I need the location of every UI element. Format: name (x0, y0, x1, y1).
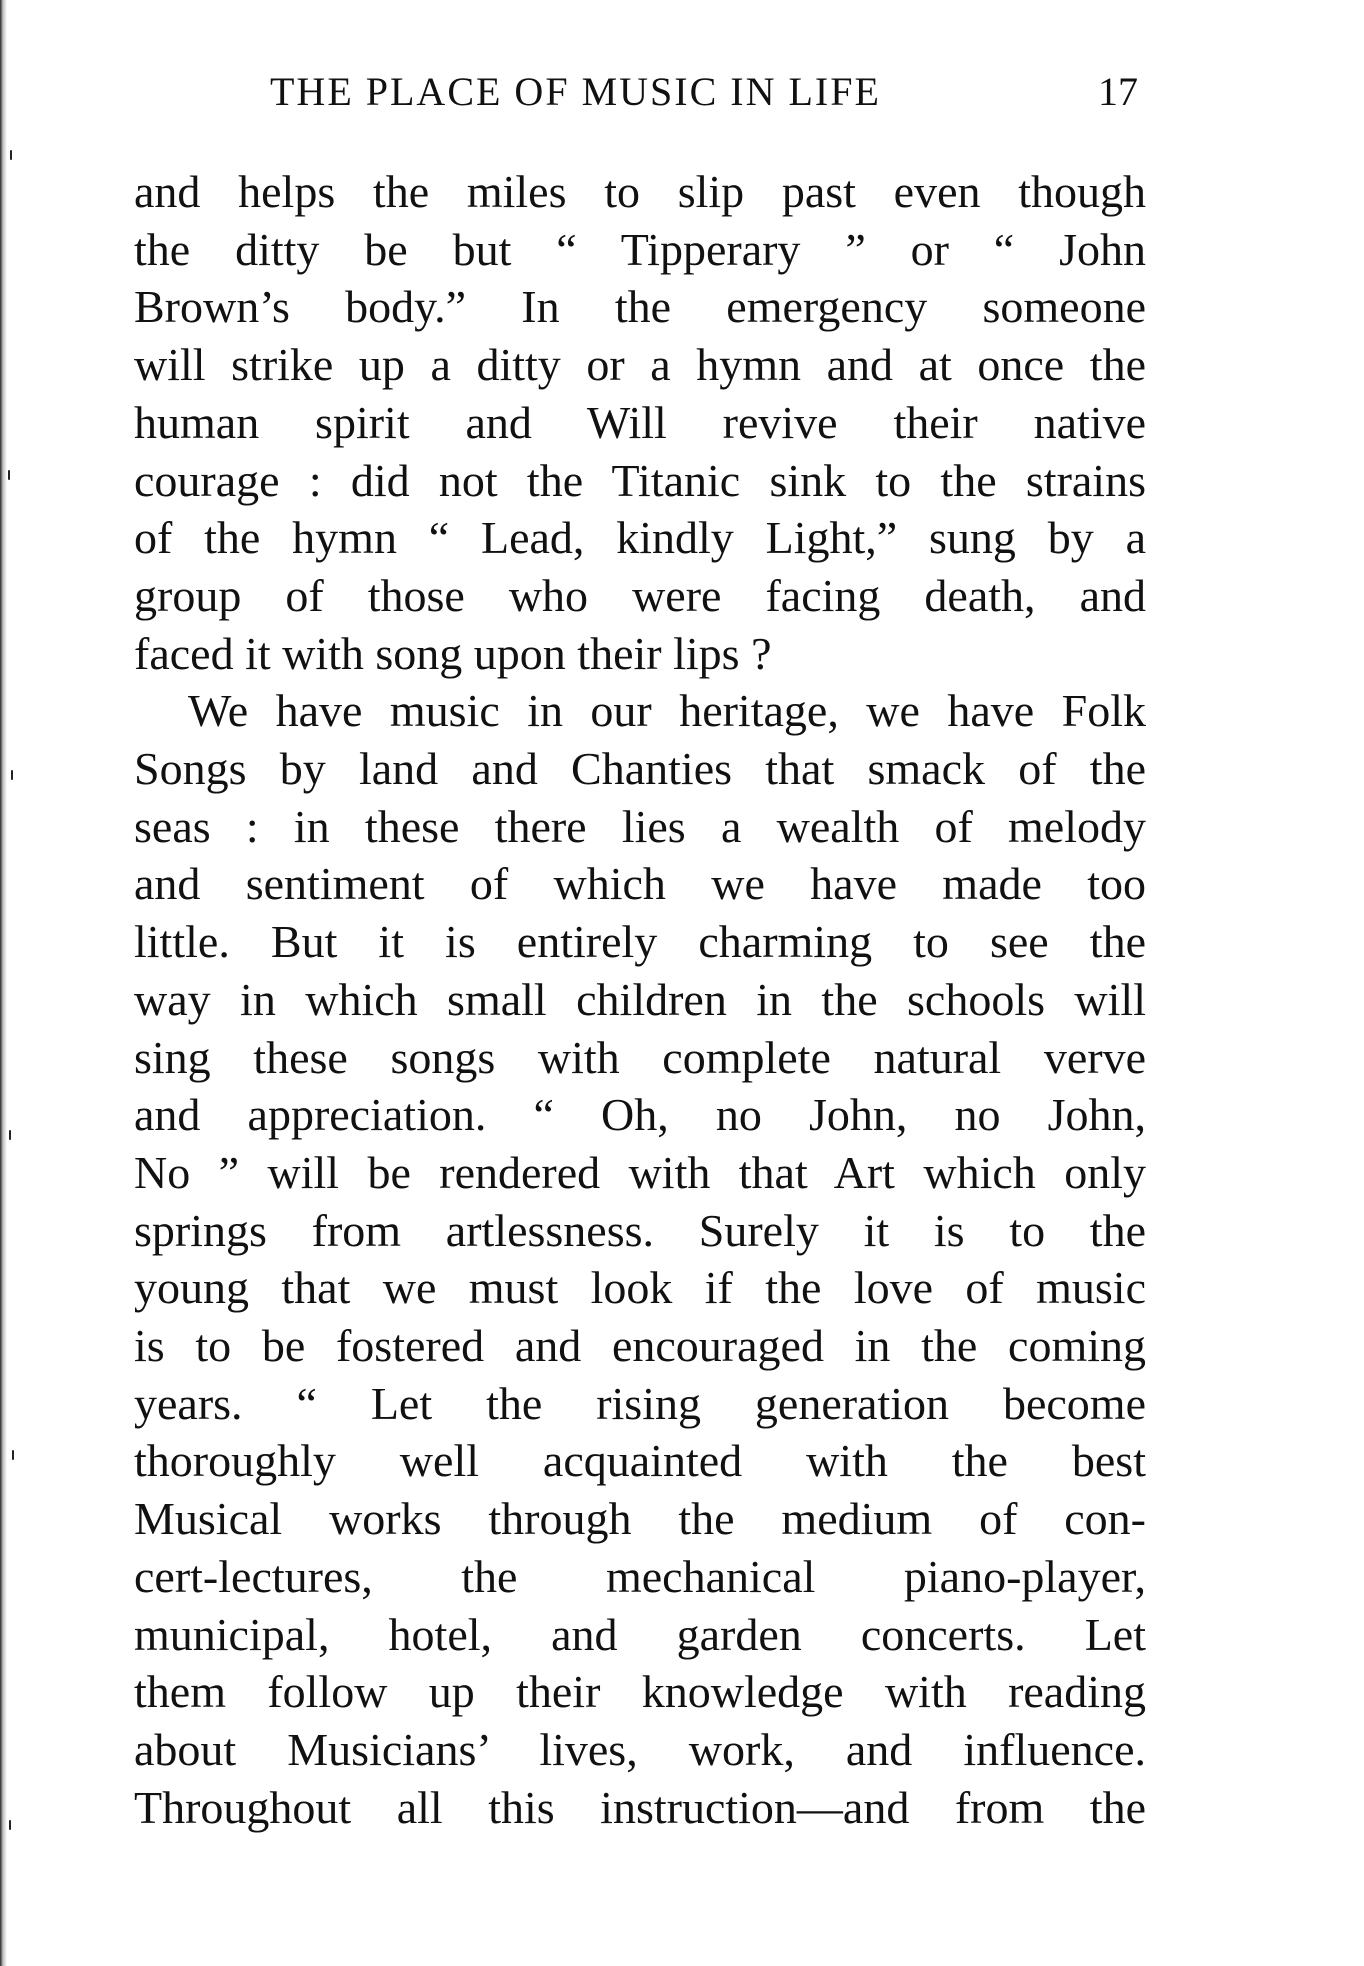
text-line: thoroughly well acquainted with the best (134, 1435, 1146, 1487)
running-head: THE PLACE OF MUSIC IN LIFE (270, 69, 881, 114)
text-line: of the hymn “ Lead, kindly Light,” sung by a (134, 512, 1146, 564)
text-line: group of those who were facing death, and (134, 569, 1146, 621)
page-number: 17 (1098, 69, 1138, 114)
text-line: about Musicians’ lives, work, and influence. (134, 1723, 1146, 1775)
edge-speck (10, 150, 12, 160)
text-line: years. “ Let the rising generation become (134, 1377, 1146, 1429)
text-line: faced it with song upon their lips ? (134, 627, 772, 679)
text-line: way in which small children in the schools will (134, 973, 1146, 1025)
body-text (134, 163, 1146, 1836)
text-line: Songs by land and Chanties that smack of the (134, 743, 1146, 795)
text-line: young that we must look if the love of music (134, 1262, 1146, 1314)
text-line: cert-lectures, the mechanical piano-player, (134, 1550, 1146, 1602)
text-line: the ditty be but “ Tipperary ” or “ John (134, 223, 1146, 275)
page-gutter-shadow (0, 0, 26, 1966)
text-line: municipal, hotel, and garden concerts. Let (134, 1608, 1146, 1660)
text-line: and sentiment of which we have made too (134, 858, 1146, 910)
text-line: No ” will be rendered with that Art which only (134, 1146, 1146, 1198)
text-line: them follow up their knowledge with reading (134, 1666, 1146, 1718)
text-line: Brown’s body.” In the emergency someone (134, 281, 1146, 333)
text-line: springs from artlessness. Surely it is to the (134, 1204, 1146, 1256)
text-line: courage : did not the Titanic sink to the strains (134, 454, 1146, 506)
edge-speck (9, 1130, 11, 1140)
text-line: Throughout all this instruction—and from the (134, 1781, 1146, 1833)
text-line: human spirit and Will revive their native (134, 396, 1146, 448)
text-line: We have music in our heritage, we have Folk (188, 685, 1146, 737)
edge-speck (8, 470, 10, 480)
text-line: and appreciation. “ Oh, no John, no John, (134, 1089, 1146, 1141)
edge-speck (12, 1450, 14, 1460)
text-line: is to be fostered and encouraged in the coming (134, 1320, 1146, 1372)
text-line: sing these songs with complete natural verve (134, 1031, 1146, 1083)
edge-speck (11, 770, 13, 780)
text-line: Musical works through the medium of con- (134, 1493, 1146, 1545)
text-line: little. But it is entirely charming to see the (134, 916, 1146, 968)
text-line: will strike up a ditty or a hymn and at once the (134, 339, 1146, 391)
edge-speck (9, 1820, 11, 1830)
text-line: seas : in these there lies a wealth of melody (134, 800, 1146, 852)
text-line: and helps the miles to slip past even though (134, 166, 1146, 217)
